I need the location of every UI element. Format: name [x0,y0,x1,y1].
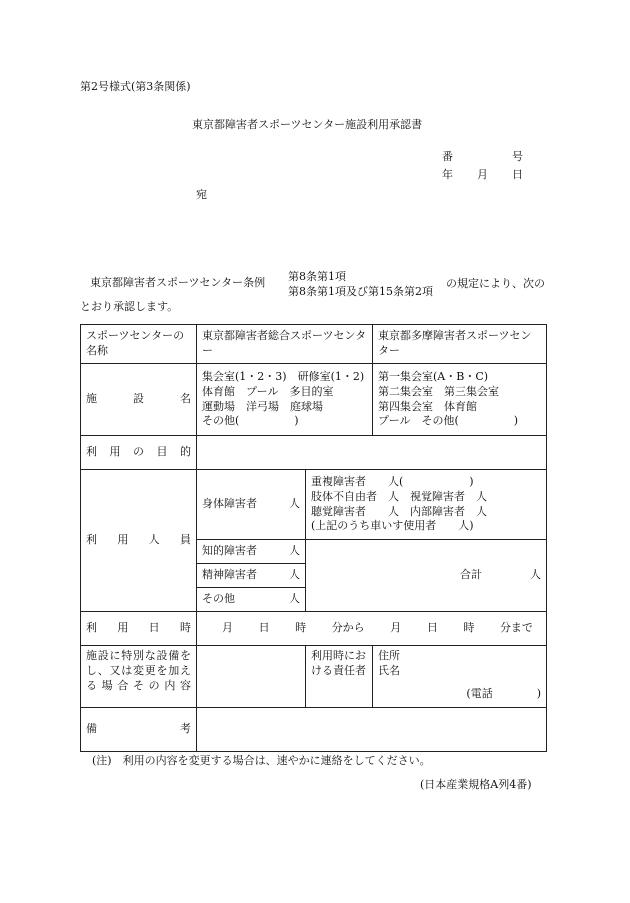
datetime-part: 分から [331,621,365,635]
label-char: 施 [86,392,97,406]
document-title: 東京都障害者スポーツセンター施設利用承認書 [192,118,423,131]
datetime-part: 月 [222,621,233,635]
label-char: 時 [179,621,191,635]
center-1-name: 東京都障害者総合スポーツセンター [197,325,373,364]
paper-standard: (日本産業規格A列4番) [420,778,532,791]
person-unit: 人 [289,568,300,582]
facilities-center-1: 集会室(1・2・3) 研修室(1・2) 体育館 プール 多目的室 運動場 洋弓場 庭球場 その他( ) [197,364,373,436]
phone-label: (電話 ) [466,686,541,700]
footer-note: (注) 利用の内容を変更する場合は、速やかに連絡をしてください。 [92,754,431,767]
equipment-label: 施設に特別な設備をし、又は変更を加える場合その内容 [81,646,197,708]
label-char: の [133,445,144,459]
day-label: 日 [512,168,523,181]
label-char: 用 [117,621,129,635]
purpose-label [81,436,197,470]
datetime-part: 日 [426,621,438,635]
label-char: 用 [117,533,129,547]
label-char: 用 [109,445,121,459]
person-unit: 人 [289,497,300,511]
mental-disability-cell [197,564,306,588]
name-label: 氏名 [378,663,400,677]
datetime-row [81,612,547,646]
datetime-part: 月 [390,621,402,635]
datetime-part: 日 [258,621,270,635]
label-char: 人 [148,533,160,547]
remarks-value [197,708,547,752]
label-char: 目 [156,445,168,459]
label-char: 考 [180,722,191,736]
label-char: 利 [86,621,97,635]
center-name-label: スポーツセンターの名称 [81,325,197,364]
label-char: 利 [86,445,97,459]
intro-suffix: の規定により、次の [446,277,545,290]
facilities-center-2: 第一集会室(A・B・C) 第二集会室 第三集会室 第四集会室 体育館 プール その他( ) [373,364,547,436]
address-label: 住所 [378,649,400,662]
datetime-value [197,612,547,646]
purpose-row [81,436,547,470]
intro-article-1: 第8条第1項 [288,270,346,283]
label-char: 名 [180,392,191,406]
number-label: 番 [442,150,453,163]
label-char: 的 [180,445,191,459]
person-unit: 人 [289,592,300,606]
users-label [81,470,197,612]
label-char: 利 [86,533,97,547]
intellectual-disability-cell [197,540,306,564]
person-unit: 人 [530,568,541,582]
remarks-label [81,708,197,752]
purpose-value [197,436,547,470]
mental-disability-label: 精神障害者 [202,568,257,582]
users-physical-row [81,470,547,540]
physical-disability-cell [197,470,306,540]
datetime-part: 時 [295,621,307,635]
datetime-part: 分まで [499,621,533,635]
center-name-row [81,325,547,364]
approval-form-table [80,324,547,752]
number-suffix: 号 [512,150,523,163]
label-char: 備 [86,722,97,736]
label-char: 日 [148,621,160,635]
remarks-row [81,708,547,752]
year-label: 年 [442,168,453,181]
facility-label [81,364,197,436]
other-users-label: その他 [202,592,235,606]
intro-line-2: とおり承認します。 [80,300,179,313]
total-cell [306,540,547,612]
responsible-person-label: 利用時における責任者 [306,646,373,708]
equipment-row [81,646,547,708]
form-number: 第2号様式(第3条関係) [80,80,191,93]
intellectual-disability-label: 知的障害者 [202,544,257,558]
total-label: 合計 [460,568,482,582]
responsible-person-cell [373,646,547,708]
physical-disability-details: 重複障害者 人( ) 肢体不自由者 人 視覚障害者 人 聴覚障害者 人 内部障害者 人 (上記のうち車いす使用者 人) [306,470,547,540]
intro-article-2: 第8条第1項及び第15条第2項 [288,285,433,298]
equipment-value [197,646,306,708]
label-char: 員 [179,533,191,547]
addressee-suffix: 宛 [196,188,207,201]
datetime-label [81,612,197,646]
other-users-cell [197,588,306,612]
datetime-part: 時 [463,621,475,635]
physical-disability-label: 身体障害者 [202,497,257,511]
month-label: 月 [477,168,488,181]
person-unit: 人 [289,544,300,558]
center-2-name: 東京都多摩障害者スポーツセンター [373,325,547,364]
facility-row [81,364,547,436]
intro-prefix: 東京都障害者スポーツセンター条例 [90,276,266,289]
label-char: 設 [133,392,144,406]
